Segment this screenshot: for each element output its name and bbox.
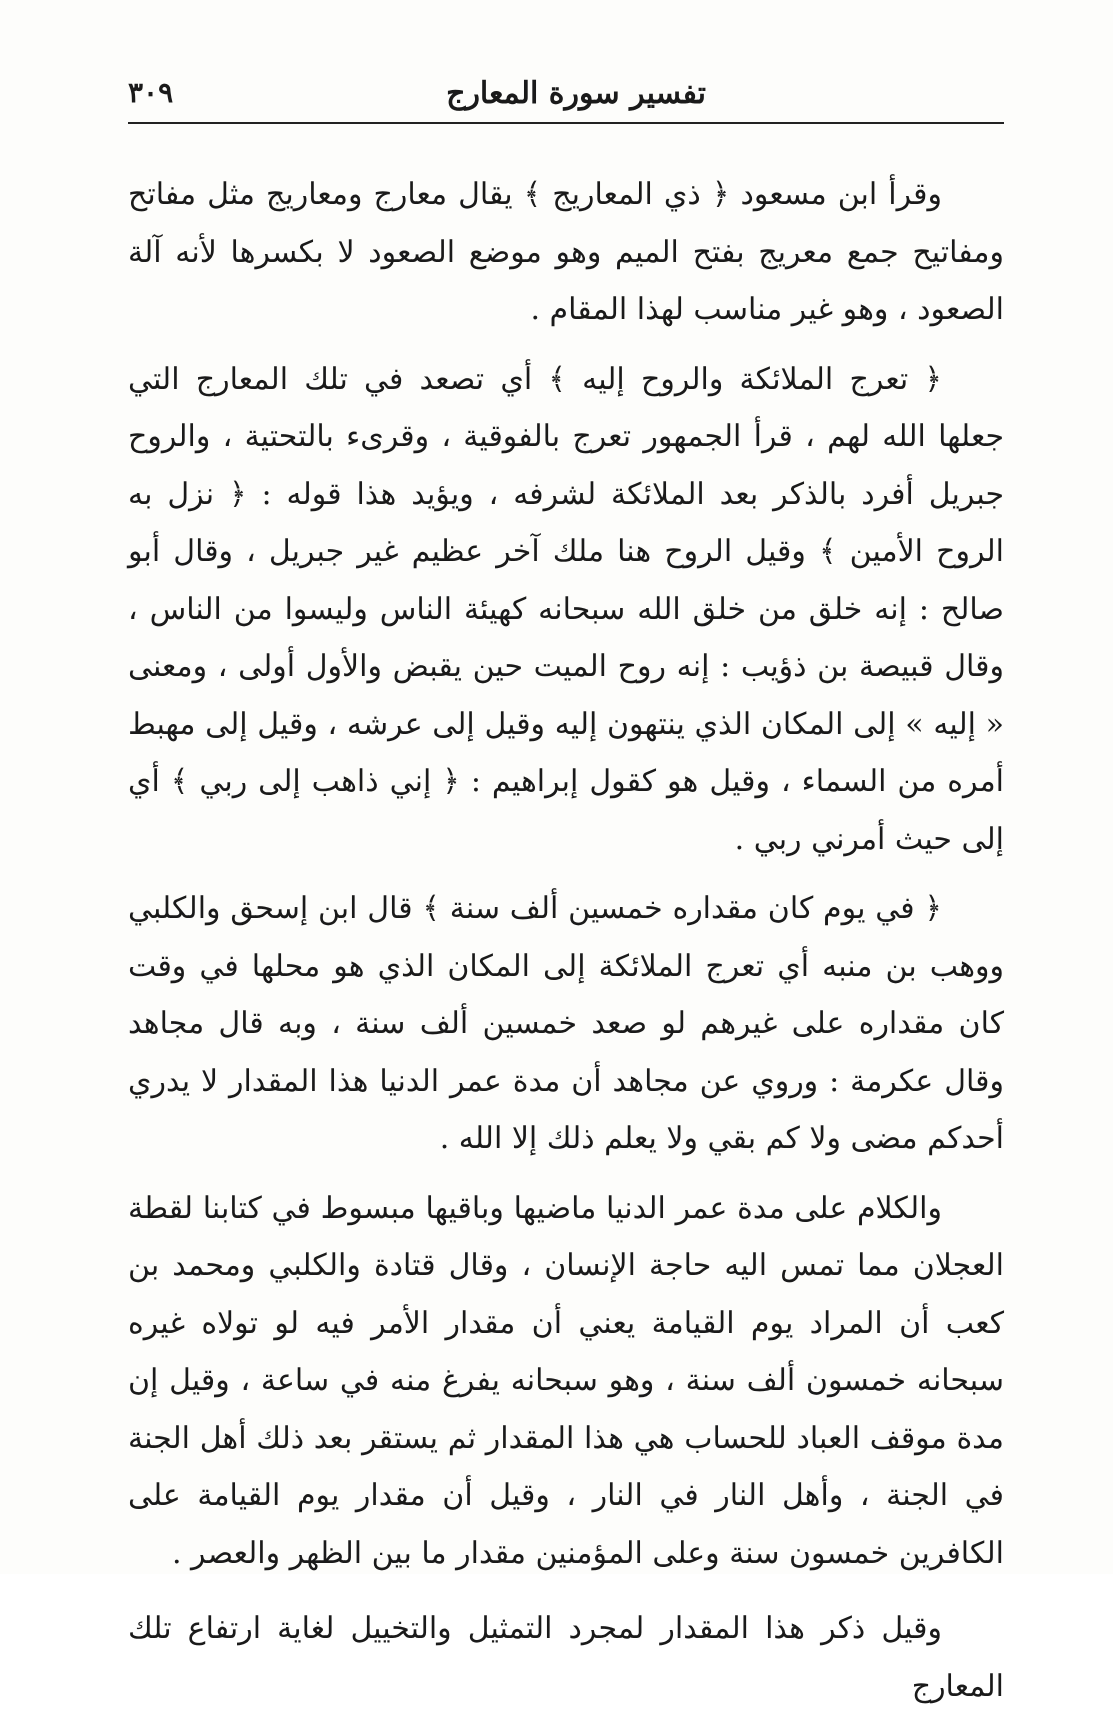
page-number: ٣٠٩ (128, 76, 174, 109)
body-text (128, 166, 1004, 1715)
paragraph-3: ﴿ في يوم كان مقداره خمسين ألف سنة ﴾ قال ابن إسحق والكلبي ووهب بن منبه أي تعرج الملائكة إلى المكان الذي هو محلها في وقت كان مقداره على غيرهم لو صعد خمسين ألف سنة ، وبه قال مجاهد وقال عكرمة : وروي عن مجاهد أن مدة عمر الدنيا هذا المقدار لا يدري أحدكم مضى ولا كم بقي ولا يعلم ذلك إلا الله . (128, 891, 1004, 1156)
paragraph-5: وقيل ذكر هذا المقدار لمجرد التمثيل والتخييل لغاية ارتفاع تلك المعارج (128, 1611, 1004, 1704)
paragraph-2: ﴿ تعرج الملائكة والروح إليه ﴾ أي تصعد في تلك المعارج التي جعلها الله لهم ، قرأ الجمهور تعرج بالفوقية ، وقرىء بالتحتية ، والروح جبريل أفرد بالذكر بعد الملائكة لشرفه ، ويؤيد هذا قوله : ﴿ نزل به الروح الأمين ﴾ وقيل الروح هنا ملك آخر عظيم غير جبريل ، وقال أبو صالح : إنه خلق من خلق الله سبحانه كهيئة الناس وليسوا من الناس ، وقال قبيصة بن ذؤيب : إنه روح الميت حين يقبض والأول أولى ، ومعنى « إليه » إلى المكان الذي ينتهون إليه وقيل إلى عرشه ، وقيل إلى مهبط أمره من السماء ، وقيل هو كقول إبراهيم : ﴿ إني ذاهب إلى ربي ﴾ أي إلى حيث أمرني ربي . (128, 361, 1004, 857)
chapter-title: تفسير سورة المعارج (446, 76, 706, 111)
paragraph-1: وقرأ ابن مسعود ﴿ ذي المعاريج ﴾ يقال معارج ومعاريج مثل مفاتح ومفاتيح جمع معريج بفتح الميم وهو موضع الصعود لا بكسرها لأنه آلة الصعود ، وهو غير مناسب لهذا المقام . (128, 177, 1004, 327)
header-divider (128, 122, 1004, 124)
running-header (128, 74, 1004, 124)
paragraph-4: والكلام على مدة عمر الدنيا ماضيها وباقيها مبسوط في كتابنا لقطة العجلان مما تمس اليه حاجة الإنسان ، وقال قتادة والكلبي ومحمد بن كعب أن المراد يوم القيامة يعني أن مقدار الأمر فيه لو تولاه غيره سبحانه خمسون ألف سنة ، وهو سبحانه يفرغ منه في ساعة ، وقيل إن مدة موقف العباد للحساب هي هذا المقدار ثم يستقر بعد ذلك أهل الجنة في الجنة ، وأهل النار في النار ، وقيل أن مقدار يوم القيامة على الكافرين خمسون سنة وعلى المؤمنين مقدار ما بين الظهر والعصر . (128, 1190, 1004, 1571)
